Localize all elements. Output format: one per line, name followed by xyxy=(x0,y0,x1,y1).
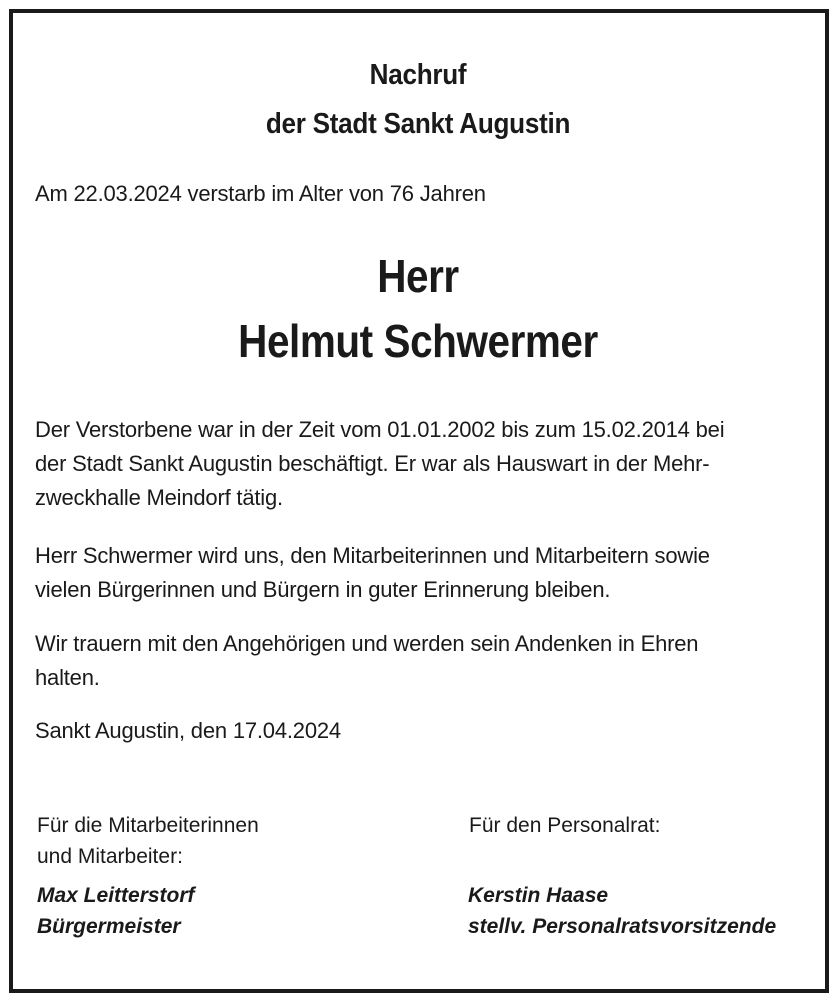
signature-label-left xyxy=(37,810,259,872)
paragraph-line: der Stadt Sankt Augustin beschäftigt. Er war als Hauswart in der Mehr- xyxy=(35,451,710,476)
signatory-right xyxy=(468,880,776,942)
paragraph-remembrance xyxy=(35,539,803,607)
signatory-title: stellv. Personalratsvorsitzende xyxy=(468,915,777,938)
deceased-name: Helmut Schwermer xyxy=(238,315,598,367)
signatory-name: Kerstin Haase xyxy=(468,884,609,907)
intro-text: Am 22.03.2024 verstarb im Alter von 76 Jahren xyxy=(35,181,486,206)
signature-label-line: Für die Mitarbeiterinnen xyxy=(37,814,259,837)
paragraph-line: Der Verstorbene war in der Zeit vom 01.01.2002 bis zum 15.02.2014 bei xyxy=(35,417,725,442)
paragraph-line: Herr Schwermer wird uns, den Mitarbeiterinnen und Mitarbeitern sowie xyxy=(35,543,710,568)
paragraph-line: halten. xyxy=(35,665,100,690)
heading-subtitle: der Stadt Sankt Augustin xyxy=(265,108,571,140)
signature-label-line: Für den Personalrat: xyxy=(469,814,661,837)
signatory-left xyxy=(37,880,195,942)
paragraph-line: Wir trauern mit den Angehörigen und werden sein Andenken in Ehren xyxy=(35,631,699,656)
signature-label-line: und Mitarbeiter: xyxy=(37,845,183,868)
heading-title: Nachruf xyxy=(369,59,467,91)
signature-label-right xyxy=(469,810,660,841)
paragraph-line: zweckhalle Meindorf tätig. xyxy=(35,485,283,510)
paragraph-mourning xyxy=(35,627,803,695)
paragraph-line: vielen Bürgerinnen und Bürgern in guter Erinnerung bleiben. xyxy=(35,577,611,602)
signatory-title: Bürgermeister xyxy=(37,915,181,938)
signatory-name: Max Leitterstorf xyxy=(37,884,195,907)
paragraph-employment xyxy=(35,413,803,515)
deceased-salutation: Herr xyxy=(377,250,459,302)
place-date: Sankt Augustin, den 17.04.2024 xyxy=(35,718,341,743)
